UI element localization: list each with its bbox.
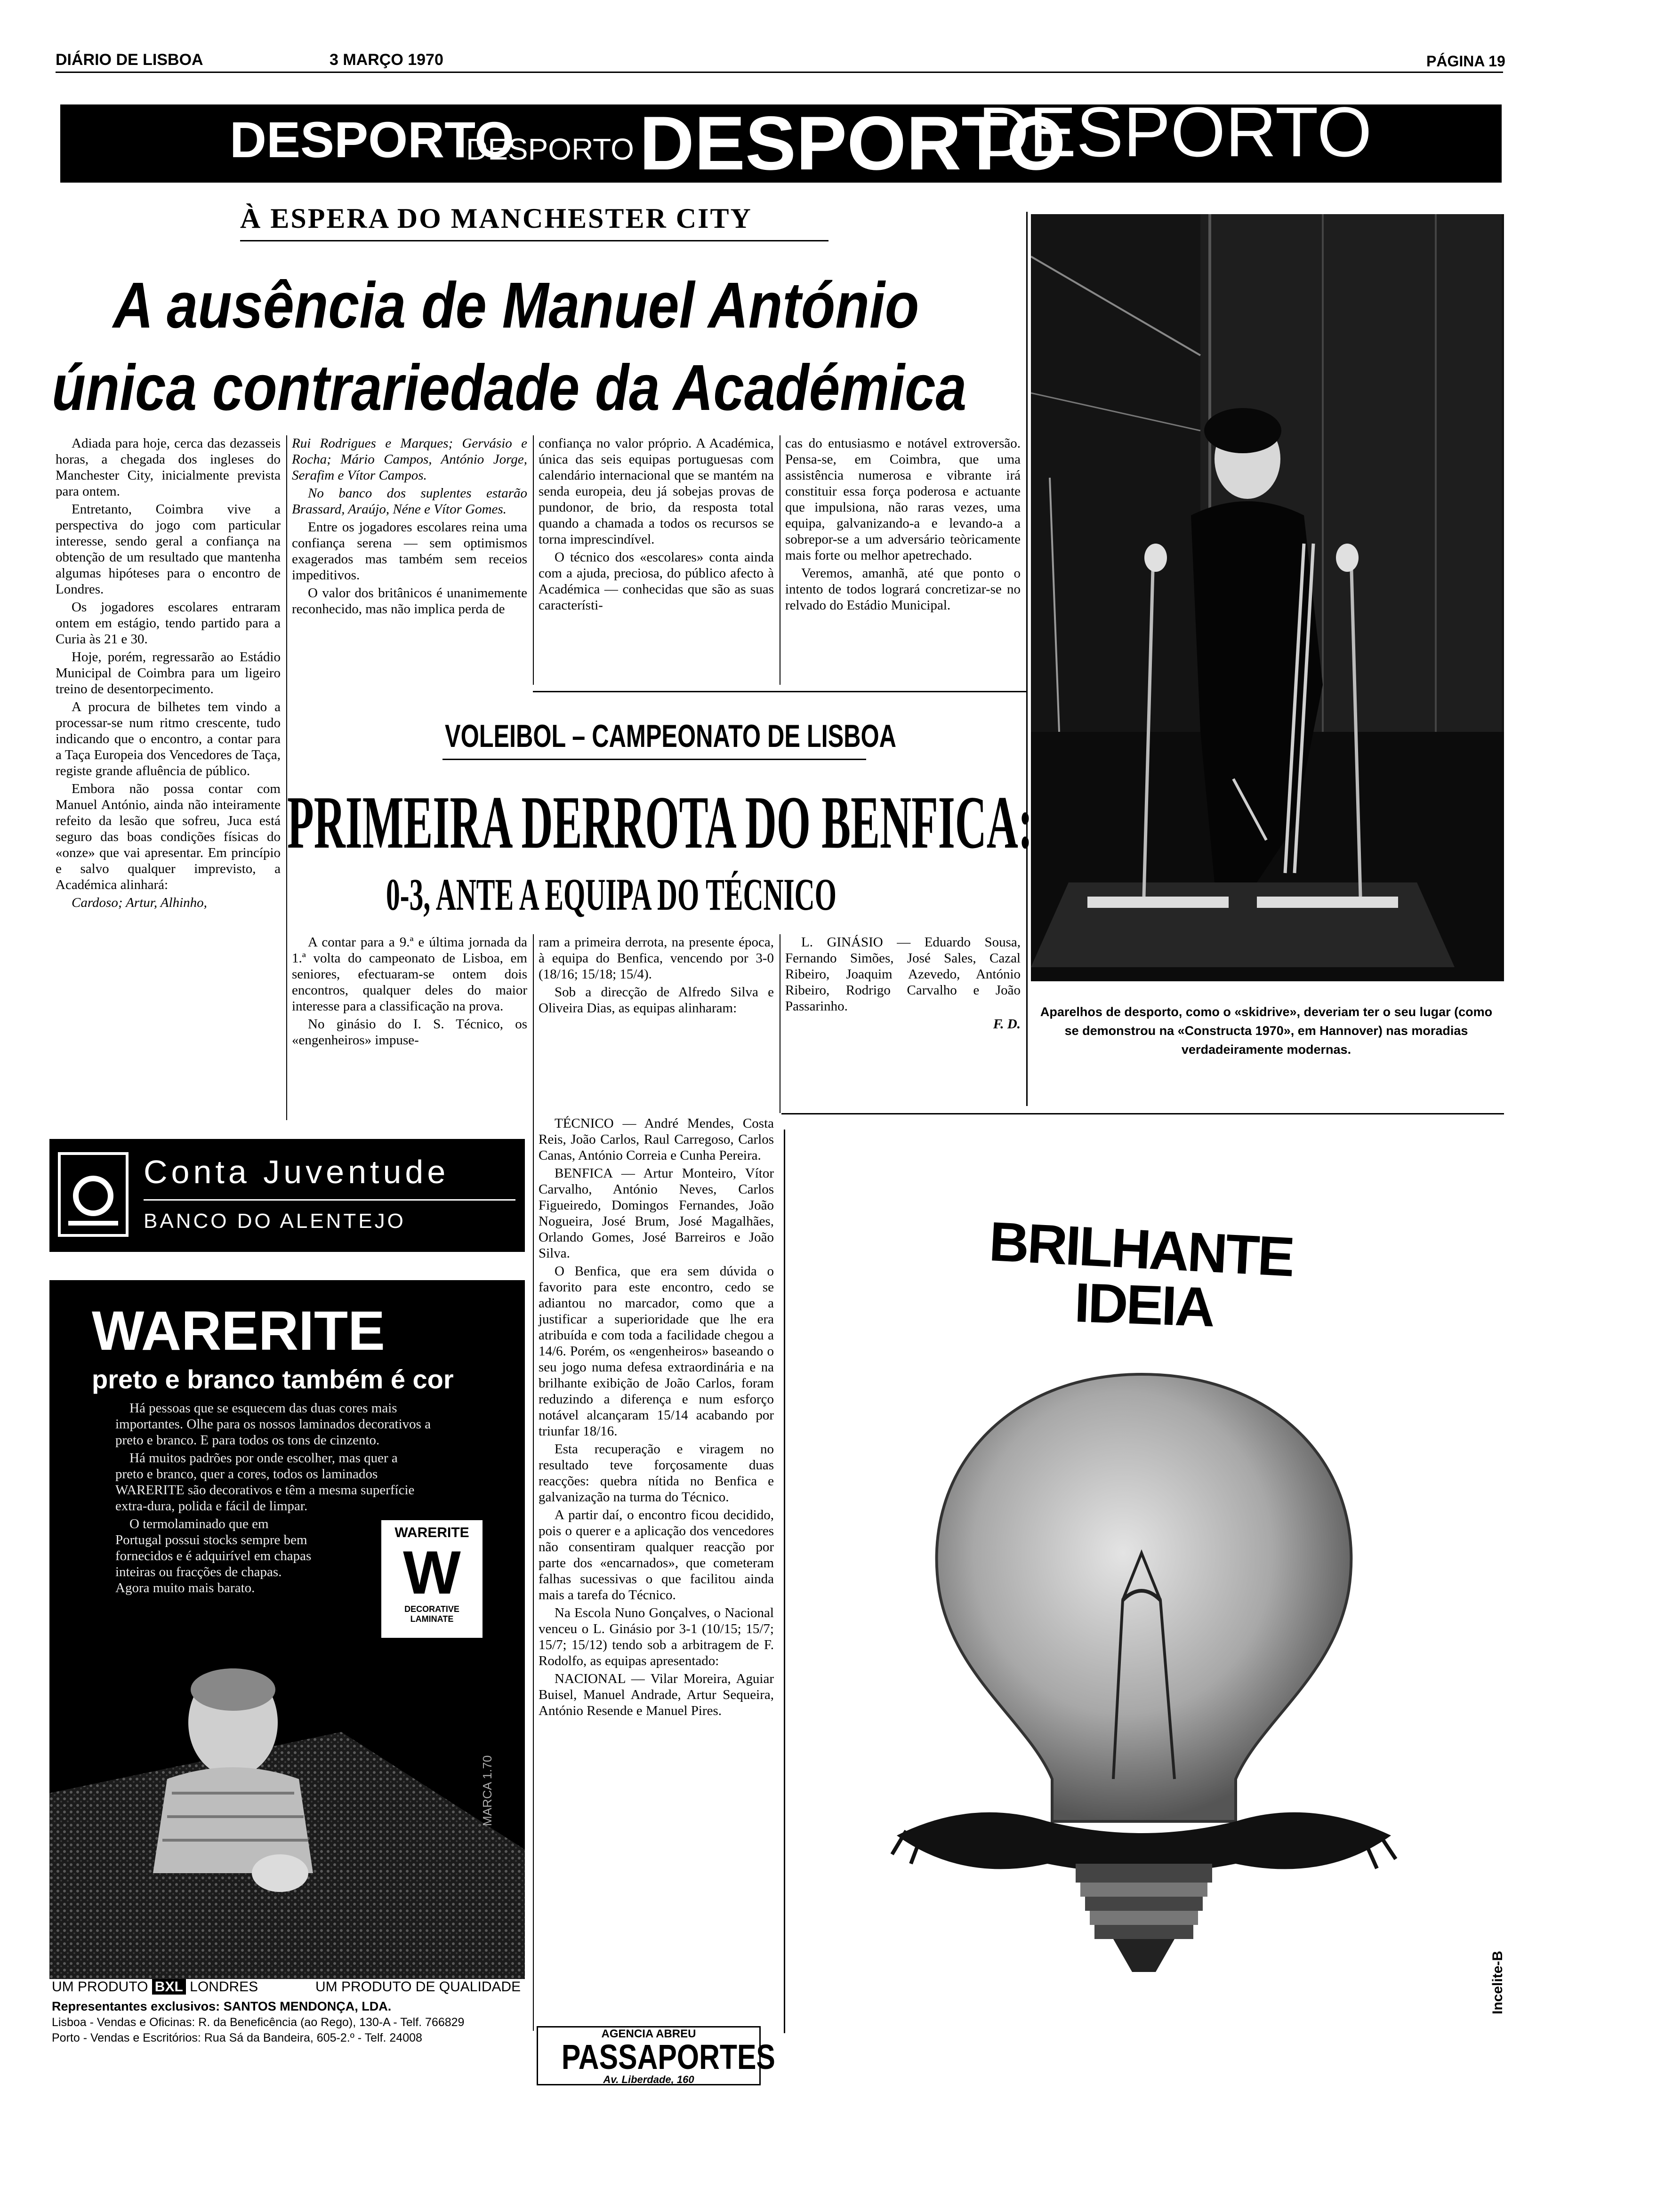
- warerite-brand: WARERITE: [92, 1300, 385, 1362]
- paragraph: O Benfica, que era sem dúvida o favorito para este encontro, cedo se adiantou no marcador, como que a justificar a superioridade que lhe era atribuída e com toda a facilidade chegou a 14/6. Porém, os «engenheiros» baseando o seu jogo numa defesa extraordinária e na brilhante exibição de João Carlos, foram reduzindo a diferença e num esforço notável alcançaram 15/14 acabando por triunfar 18/16.: [539, 1264, 774, 1439]
- warerite-ad: [49, 1280, 525, 1979]
- passaportes-main: PASSAPORTES: [561, 2037, 775, 2076]
- rep-label: Representantes exclusivos:: [52, 1999, 220, 2013]
- paragraph: BENFICA — Artur Monteiro, Vítor Carvalho, António Neves, Carlos Figueiredo, Domingos Fernandes, João Nogueira, José Brum, José Magalhães, Orlando Gomes, José Barreiros e João Silva.: [539, 1166, 774, 1261]
- bank-logo-bar: [68, 1221, 118, 1226]
- warerite-logo: [381, 1520, 483, 1638]
- signature: F. D.: [993, 1017, 1021, 1032]
- rep-name: SANTOS MENDONÇA, LDA.: [223, 1999, 392, 2013]
- photo-drawing: [1031, 214, 1504, 981]
- article2-top-rule: [533, 691, 1026, 692]
- article2-column-long: [539, 1115, 774, 1721]
- bxl-logo: BXL: [152, 1979, 186, 1995]
- paragraph: L. GINÁSIO — Eduardo Sousa, Fernando Simões, José Sales, Cazal Ribeiro, Joaquim Azevedo, António Ribeiro, Rodrigo Carvalho e João Passarinho.: [785, 935, 1021, 1014]
- passaportes-top: AGENCIA ABREU: [601, 2028, 696, 2040]
- section-banner: [60, 104, 1502, 183]
- paragraph: TÉCNICO — André Mendes, Costa Reis, João Carlos, Raul Carregoso, Carlos Canas, António Correia e Cunha Pereira.: [539, 1116, 774, 1163]
- bank-ad-subtitle: BANCO DO ALENTEJO: [144, 1210, 406, 1233]
- light-bulb-icon: [784, 1130, 1504, 2033]
- paragraph: O termolaminado que em Portugal possui stocks sempre bem fornecidos e é adquirível em chapas inteiras ou fracções de chapas. Agora muito mais barato.: [115, 1516, 312, 1595]
- article2-kicker-underline: [442, 759, 866, 760]
- bulb-ad-credit: Incelite-B: [1490, 1950, 1505, 2014]
- paragraph: Esta recuperação e viragem no resultado teve forçosamente duas reacções: quebra nítida no Benfica e galvanização na turma do Técnico.: [539, 1442, 774, 1505]
- article2-subhead: 0-3, ANTE A EQUIPA DO TÉCNICO: [386, 869, 837, 920]
- bulb-ad: [784, 1130, 1504, 2033]
- column-divider: [286, 435, 287, 1120]
- masthead-paper: DIÁRIO DE LISBOA: [56, 51, 203, 69]
- masthead-date: 3 MARÇO 1970: [330, 51, 443, 69]
- article1-column-1: [56, 435, 281, 913]
- article1-column-4: [785, 435, 1021, 615]
- paragraph: A procura de bilhetes tem vindo a processar-se num ritmo crescente, tudo indicando que o encontro, a contar para a Taça Europeia dos Vencedores de Taça, registe grande afluência de público.: [56, 699, 281, 778]
- paragraph: Entre os jogadores escolares reina uma confiança serena — sem optimismos exagerados mas também sem receios impeditivos.: [292, 520, 527, 583]
- article2-headline: PRIMEIRA DERROTA DO BENFICA:: [287, 780, 1033, 864]
- skidrive-photo: [1031, 214, 1504, 981]
- paragraph: A partir daí, o encontro ficou decidido, pois o querer e a aplicação dos vencedores não consentiram qualquer reacção por parte dos «encarnados», que cometeram falhas sucessivas o que facilitou ainda mais a tarefa do Técnico.: [539, 1507, 774, 1603]
- caption-rule: [781, 1113, 1504, 1114]
- warerite-illustration: [49, 1652, 525, 1979]
- warerite-logo-top: WARERITE: [394, 1525, 469, 1540]
- bank-logo-ring: [73, 1176, 113, 1216]
- warerite-lisboa: Lisboa - Vendas e Oficinas: R. da Beneficência (ao Rego), 130-A - Telf. 766829: [52, 2016, 465, 2029]
- paragraph: Sob a direcção de Alfredo Silva e Oliveira Dias, as equipas alinharam:: [539, 985, 774, 1016]
- warerite-tagline: preto e branco também é cor: [92, 1364, 454, 1394]
- banner-word-4: DESPORTO: [978, 104, 1372, 171]
- article2-column-2: [539, 934, 774, 1018]
- warerite-logo-bottom-2: LAMINATE: [410, 1614, 454, 1624]
- paragraph: O técnico dos «escolares» conta ainda com a ajuda, preciosa, do público afecto à Académica — conhecidas que são as suas característi-: [539, 550, 774, 613]
- paragraph: A contar para a 9.ª e última jornada da 1.ª volta do campeonato de Lisboa, em seniores, efectuaram-se ontem dois encontros, qualquer deles do maior interesse para a classificação na prova.: [292, 935, 527, 1014]
- warerite-logo-letter: W: [403, 1538, 461, 1607]
- column-divider: [533, 934, 534, 2031]
- bank-ad-rule: [144, 1199, 515, 1201]
- page-number: PÁGINA 19: [1426, 53, 1505, 70]
- paragraph: No ginásio do I. S. Técnico, os «engenheiros» impuse-: [292, 1017, 527, 1048]
- kicker-underline: [240, 240, 828, 241]
- warerite-footer: [52, 1979, 527, 1995]
- bulb-ad-line-2: IDEIA: [1073, 1271, 1215, 1339]
- bulb-ad-line-1: BRILHANTE: [987, 1210, 1295, 1289]
- photo-column-divider: [1026, 212, 1028, 1106]
- warerite-footer-post: LONDRES: [190, 1979, 258, 1995]
- paragraph: confiança no valor próprio. A Académica, única das seis equipas portuguesas com calendário internacional que se mantém na senda europeia, deu já sobejas provas de pundonor, de brio, da resposta total quando a chamada a todos os recursos se torna imprescindível.: [539, 436, 774, 547]
- article1-column-3: [539, 435, 774, 615]
- paragraph: NACIONAL — Vilar Moreira, Aguiar Buisel, Manuel Andrade, Artur Sequeira, António Resende e Manuel Pires.: [539, 1671, 774, 1718]
- warerite-logo-bottom-1: DECORATIVE: [404, 1604, 459, 1614]
- paragraph: cas do entusiasmo e notável extroversão. Pensa-se, em Coimbra, que uma assistência numerosa e vibrante irá constituir essa força poderosa e actuante que impulsiona, não raras vezes, uma equipa, galvanizando-a e levando-a a sobrepor-se a um adversário teòricamente mais forte ou melhor apetrechado.: [785, 436, 1021, 563]
- paragraph: Veremos, amanhã, até que ponto o intento de todos logrará concretizar-se no relvado do Estádio Municipal.: [785, 566, 1021, 613]
- banner-word-3: DESPORTO: [639, 104, 1066, 183]
- warerite-footer-pre: UM PRODUTO: [52, 1979, 148, 1995]
- paragraph: Hoje, porém, regressarão ao Estádio Municipal de Coimbra para um ligeiro treino de desentorpecimento.: [56, 649, 281, 697]
- paragraph: Adiada para hoje, cerca das dezasseis horas, a chegada dos ingleses do Manchester City, inicialmente prevista para ontem.: [56, 436, 281, 499]
- lineup-start: Cardoso; Artur, Alhinho,: [72, 895, 207, 910]
- warerite-porto: Porto - Vendas e Escritórios: Rua Sá da Bandeira, 605-2.º - Telf. 24008: [52, 2031, 422, 2044]
- paragraph: ram a primeira derrota, na presente época, à equipa do Benfica, vencendo por 3-0 (18/16; 15/18; 15/4).: [539, 935, 774, 982]
- article2-column-1: [292, 934, 527, 1050]
- article1-headline-1: A ausência de Manuel António: [113, 269, 919, 342]
- paragraph: Os jogadores escolares entraram ontem em estágio, tendo partido para a Curia às 21 e 30.: [56, 600, 281, 647]
- article2-column-3: [785, 934, 1021, 1034]
- article1-kicker: À ESPERA DO MANCHESTER CITY: [240, 203, 752, 234]
- warerite-representatives: [52, 1999, 391, 2014]
- paragraph: Há muitos padrões por onde escolher, mas quer a preto e branco, quer a cores, todos os laminados WARERITE são decorativos e têm a mesma superfície extra-dura, polida e fácil de limpar.: [115, 1451, 415, 1514]
- paragraph: Entretanto, Coimbra vive a perspectiva do jogo com particular interesse, sendo geral a confiança na obtenção de um resultado que mantenha algumas hipóteses para o encontro de Londres.: [56, 502, 281, 597]
- passaportes-ad: [537, 2026, 775, 2085]
- article1-headline-2: única contrariedade da Académica: [52, 352, 967, 424]
- substitutes: No banco dos suplentes estarão Brassard, Araújo, Néne e Vítor Gomes.: [292, 486, 527, 517]
- paragraph: Há pessoas que se esquecem das duas cores mais importantes. Olhe para os nossos laminados decorativos a preto e branco. E para todos os tons de cinzento.: [115, 1401, 431, 1448]
- banner-word-1: DESPORTO: [230, 111, 515, 168]
- passaportes-address: Av. Liberdade, 160: [603, 2074, 694, 2085]
- bank-logo: [58, 1152, 129, 1237]
- bank-ad: [49, 1139, 525, 1252]
- bank-ad-title: Conta Juventude: [144, 1154, 450, 1190]
- lineup-continued: Rui Rodrigues e Marques; Gervásio e Rocha; Mário Campos, António Jorge, Serafim e Vítor Campos.: [292, 436, 527, 483]
- paragraph: Na Escola Nuno Gonçalves, o Nacional venceu o L. Ginásio por 3-1 (10/15; 15/7; 15/7; 15/12) tendo sob a arbitragem de F. Rodolfo, as equipas apresentado:: [539, 1605, 774, 1668]
- banner-word-2: DESPORTO: [466, 132, 634, 166]
- paragraph: Embora não possa contar com Manuel António, ainda não inteiramente refeito da lesão que sofreu, Juca está seguro das boas condições físicas do «onze» que vai apresentar. Em princípio e salvo qualquer imprevisto, a Académica alinhará:: [56, 781, 281, 892]
- photo-caption: Aparelhos de desporto, como o «skidrive», deveriam ter o seu lugar (como se demonstrou na «Constructa 1970», em Hannover) nas moradias verdadeiramente modernas.: [1040, 1005, 1493, 1057]
- warerite-footer-right: UM PRODUTO DE QUALIDADE: [315, 1979, 521, 1995]
- warerite-side-text: MARCA 1.70: [480, 1755, 494, 1826]
- paragraph: O valor dos britânicos é unanimemente reconhecido, mas não implica perda de: [292, 585, 527, 617]
- column-divider: [533, 435, 534, 685]
- article1-column-2: [292, 435, 527, 619]
- article2-kicker: VOLEIBOL – CAMPEONATO DE LISBOA: [445, 718, 896, 754]
- header-rule: [56, 72, 1503, 73]
